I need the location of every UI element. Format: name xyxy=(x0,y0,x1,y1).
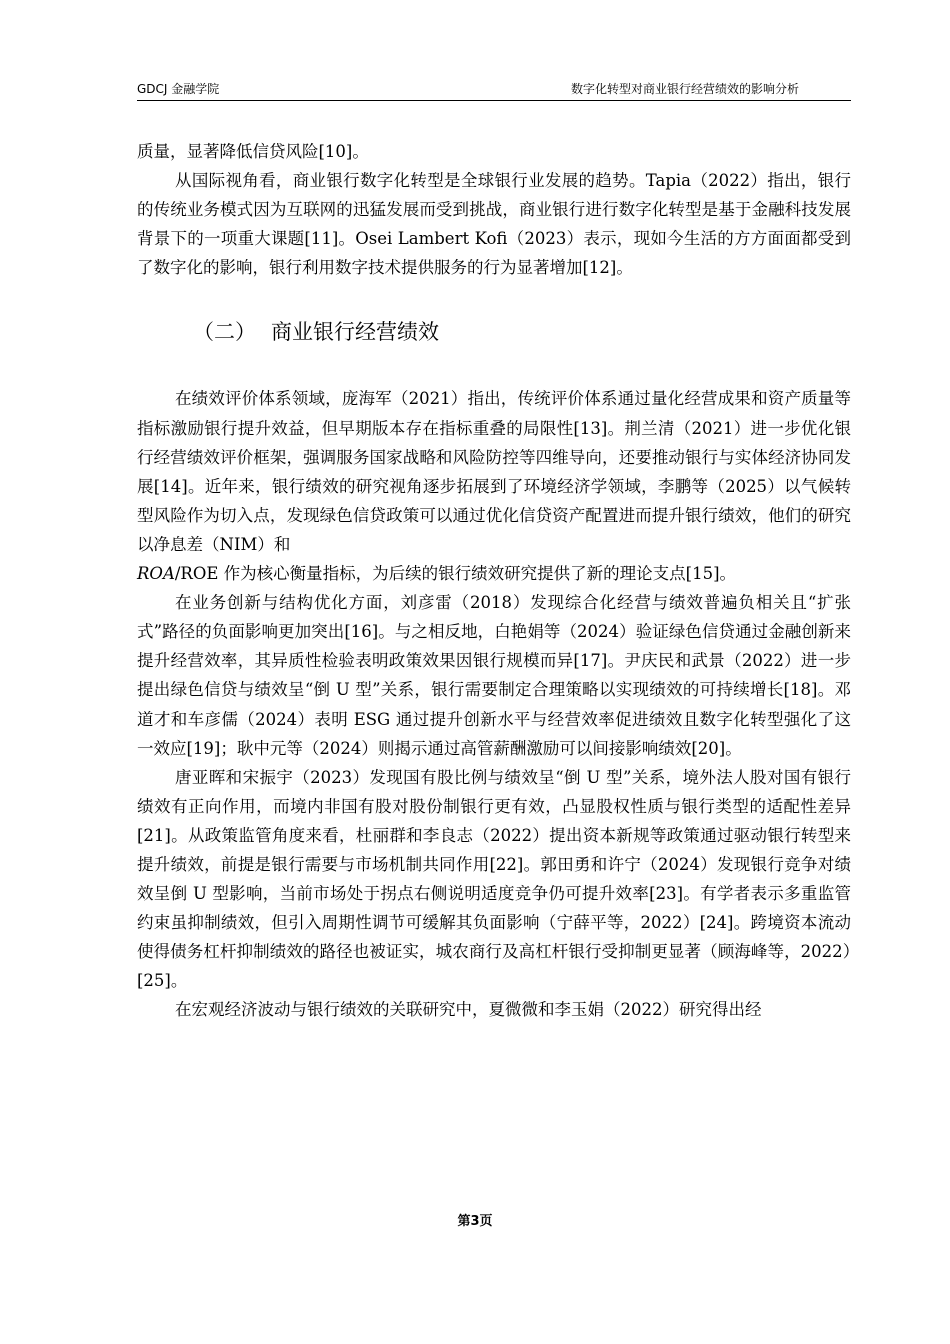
paragraph-international: 从国际视角看，商业银行数字化转型是全球银行业发展的趋势。Tapia（2022）指出，银行的传统业务模式因为互联网的迅猛发展而受到挑战，商业银行进行数字化转型是基于金融科技发展背景下的一项重大课题[11]。Osei Lambert Kofi（2023）表示，现如今生活的方方面面都受到了数字化的影响，银行利用数字技术提供服务的行为显著增加[12]。 xyxy=(137,171,851,278)
header-title: 数字化转型对商业银行经营绩效的影响分析 xyxy=(570,82,799,96)
paragraph-evaluation-system xyxy=(137,384,851,588)
header-institution: GDCJ 金融学院 xyxy=(137,82,220,96)
section-heading-number: （二） xyxy=(193,320,256,345)
paragraph-ownership-regulation: 唐亚晖和宋振宇（2023）发现国有股比例与绩效呈“倒 U 型”关系，境外法人股对国有银行绩效有正向作用，而境内非国有股对股份制银行更有效，凸显股权性质与银行类型的适配性差异[21]。从政策监管角度来看，杜丽群和李良志（2022）提出资本新规等政策通过驱动银行转型来提升绩效，前提是银行需要与市场机制共同作用[22]。郭田勇和许宁（2024）发现银行竞争对绩效呈倒 U 型影响，当前市场处于拐点右侧说明适度竞争仍可提升效率[23]。有学者表示多重监管约束虽抑制绩效，但引入周期性调节可缓解其负面影响（宁薛平等，2022）[24]。跨境资本流动使得债务杠杆抑制绩效的路径也被证实，城农商行及高杠杆银行受抑制更显著（顾海峰等，2022）[25]。 xyxy=(137,767,851,991)
paragraph-evaluation-part2: /ROE 作为核心衡量指标，为后续的银行绩效研究提供了新的理论支点[15]。 xyxy=(174,564,737,584)
body-text xyxy=(137,137,851,1025)
section-heading xyxy=(193,312,851,352)
paragraph-evaluation-part1: 在绩效评价体系领域，庞海军（2021）指出，传统评价体系通过量化经营成果和资产质量等指标激励银行提升效益，但早期版本存在指标重叠的局限性[13]。荆兰清（2021）进一步优化银行经营绩效评价框架，强调服务国家战略和风险防控等四维导向，还要推动银行与实体经济协同发展[14]。近年来，银行绩效的研究视角逐步拓展到了环境经济学领域，李鹏等（2025）以气候转型风险作为切入点，发现绿色信贷政策可以通过优化信贷资产配置进而提升银行绩效，他们的研究以净息差（NIM）和 xyxy=(137,389,851,554)
paragraph-continuation: 质量，显著降低信贷风险[10]。 xyxy=(137,142,369,161)
running-header xyxy=(137,78,851,101)
paragraph-macro: 在宏观经济波动与银行绩效的关联研究中，夏微微和李玉娟（2022）研究得出经 xyxy=(175,1000,762,1020)
section-heading-text: 商业银行经营绩效 xyxy=(271,320,439,345)
paragraph-innovation: 在业务创新与结构优化方面，刘彦雷（2018）发现综合化经营与绩效普遍负相关且“扩张式”路径的负面影响更加突出[16]。与之相反地，白艳娟等（2024）验证绿色信贷通过金融创新来提升经营效率，其异质性检验表明政策效果因银行规模而异[17]。尹庆民和武景（2022）进一步提出绿色信贷与绩效呈“倒 U 型”关系，银行需要制定合理策略以实现绩效的可持续增长[18]。邓道才和车彦儒（2024）表明 ESG 通过提升创新水平与经营效率促进绩效且数字化转型强化了这一效应[19]；耿中元等（2024）则揭示通过高管薪酬激励可以间接影响绩效[20]。 xyxy=(137,593,851,758)
roa-term: ROA xyxy=(137,564,175,584)
page-number: 第3页 xyxy=(457,1214,493,1229)
